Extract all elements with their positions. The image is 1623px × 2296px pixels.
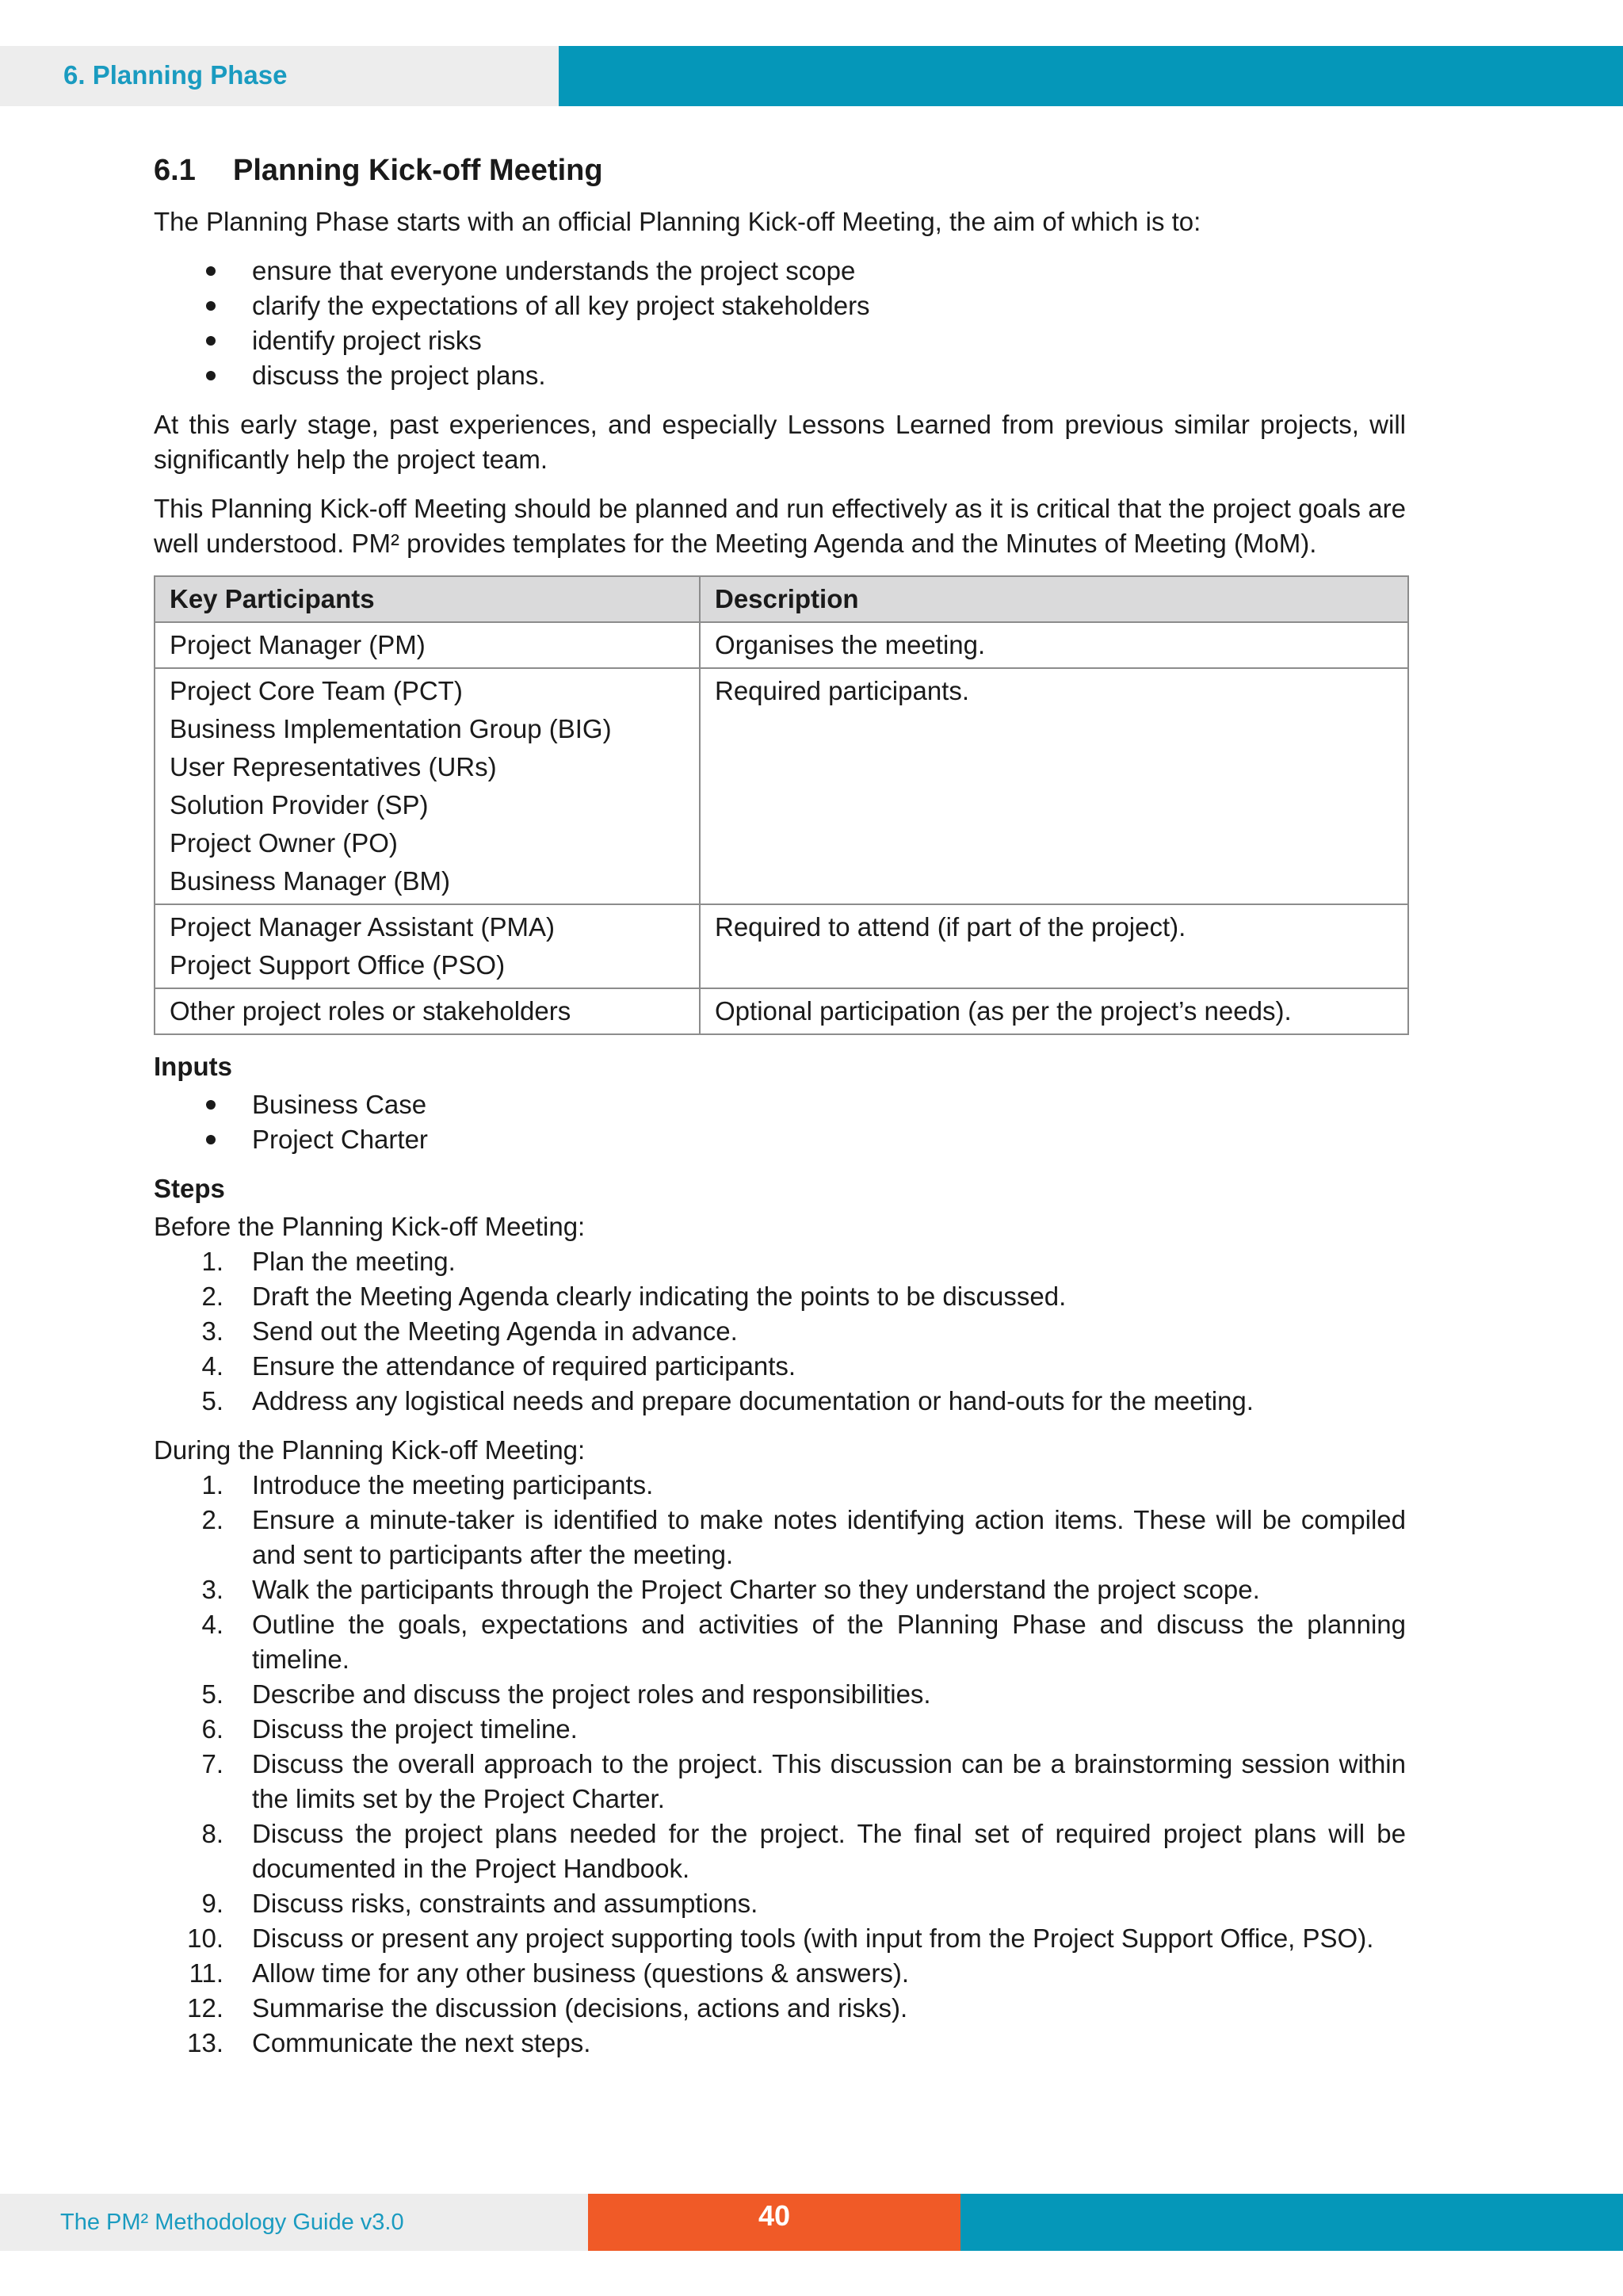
list-item: Business Case bbox=[154, 1087, 1406, 1122]
list-item bbox=[154, 1747, 1406, 1817]
step-number: 12. bbox=[187, 1993, 223, 2023]
step-text: Ensure a minute-taker is identified to make notes identifying action items. These will be compiled and sent to participants after the meeting. bbox=[252, 1505, 1406, 1569]
footer-accent-bar bbox=[960, 2194, 1623, 2251]
step-text: Allow time for any other business (questions & answers). bbox=[252, 1958, 910, 1988]
list-item bbox=[154, 1886, 1406, 1921]
step-text: Ensure the attendance of required participants. bbox=[252, 1351, 796, 1381]
column-header-description: Description bbox=[700, 576, 1408, 622]
step-text: Send out the Meeting Agenda in advance. bbox=[252, 1316, 738, 1346]
list-item bbox=[154, 2026, 1406, 2061]
participant-role: User Representatives (URs) bbox=[170, 752, 497, 781]
inputs-list bbox=[154, 1087, 1406, 1157]
list-item bbox=[154, 1712, 1406, 1747]
table-row bbox=[155, 668, 1408, 904]
list-item bbox=[154, 1279, 1406, 1314]
chapter-title: 6. Planning Phase bbox=[63, 60, 288, 90]
table-header-row bbox=[155, 576, 1408, 622]
during-steps-list bbox=[154, 1468, 1406, 2061]
step-number: 1. bbox=[201, 1470, 223, 1499]
step-number: 2. bbox=[201, 1282, 223, 1311]
page-content bbox=[154, 143, 1406, 2075]
step-text: Draft the Meeting Agenda clearly indicating the points to be discussed. bbox=[252, 1282, 1067, 1311]
step-text: Describe and discuss the project roles and responsibilities. bbox=[252, 1679, 931, 1709]
step-text: Introduce the meeting participants. bbox=[252, 1470, 654, 1499]
step-text: Discuss the project timeline. bbox=[252, 1714, 578, 1744]
step-text: Walk the participants through the Project Charter so they understand the project scope. bbox=[252, 1575, 1260, 1604]
list-item bbox=[154, 1607, 1406, 1677]
section-heading bbox=[154, 151, 1406, 190]
step-text: Communicate the next steps. bbox=[252, 2028, 591, 2057]
list-item bbox=[154, 1991, 1406, 2026]
table-row bbox=[155, 622, 1408, 668]
section-title: Planning Kick-off Meeting bbox=[233, 154, 603, 187]
list-item bbox=[154, 1817, 1406, 1886]
step-text: Discuss risks, constraints and assumptions. bbox=[252, 1889, 758, 1918]
participants-cell bbox=[155, 904, 700, 988]
description-cell: Required participants. bbox=[700, 668, 1408, 904]
step-text: Summarise the discussion (decisions, actions and risks). bbox=[252, 1993, 908, 2023]
list-item bbox=[154, 1349, 1406, 1384]
steps-label: Steps bbox=[154, 1174, 225, 1203]
participant-role: Business Manager (BM) bbox=[170, 866, 450, 896]
participants-table bbox=[154, 575, 1409, 1035]
step-number: 9. bbox=[201, 1889, 223, 1918]
participant-role: Project Support Office (PSO) bbox=[170, 950, 506, 980]
during-label: During the Planning Kick-off Meeting: bbox=[154, 1435, 586, 1465]
templates-paragraph: This Planning Kick-off Meeting should be planned and run effectively as it is critical that the project goals are well understood. PM² provides templates for the Meeting Agenda and the Minutes of Meeting (MoM). bbox=[154, 494, 1406, 558]
header-accent-bar bbox=[559, 46, 1623, 106]
table-row bbox=[155, 904, 1408, 988]
list-item bbox=[154, 1921, 1406, 1956]
step-number: 10. bbox=[187, 1924, 223, 1953]
step-number: 8. bbox=[201, 1819, 223, 1848]
step-text: Plan the meeting. bbox=[252, 1247, 456, 1276]
before-label: Before the Planning Kick-off Meeting: bbox=[154, 1212, 586, 1241]
step-text: Discuss the overall approach to the project. This discussion can be a brainstorming session within the limits set by the Project Charter. bbox=[252, 1749, 1406, 1813]
list-item: ensure that everyone understands the project scope bbox=[154, 254, 1406, 288]
description-cell: Optional participation (as per the project’s needs). bbox=[700, 988, 1408, 1034]
page-number: 40 bbox=[588, 2194, 960, 2251]
participants-cell bbox=[155, 622, 700, 668]
list-item bbox=[154, 1468, 1406, 1503]
step-number: 3. bbox=[201, 1575, 223, 1604]
column-header-participants: Key Participants bbox=[155, 576, 700, 622]
step-text: Discuss or present any project supporting tools (with input from the Project Support Office, PSO). bbox=[252, 1924, 1374, 1953]
step-number: 5. bbox=[201, 1679, 223, 1709]
list-item bbox=[154, 1384, 1406, 1419]
step-text: Discuss the project plans needed for the project. The final set of required project plans will be documented in the Project Handbook. bbox=[252, 1819, 1406, 1883]
participants-cell bbox=[155, 988, 700, 1034]
before-steps-list bbox=[154, 1244, 1406, 1419]
footer-guide-title: The PM² Methodology Guide v3.0 bbox=[60, 2210, 404, 2235]
step-number: 3. bbox=[201, 1316, 223, 1346]
description-cell: Organises the meeting. bbox=[700, 622, 1408, 668]
list-item bbox=[154, 1503, 1406, 1572]
step-number: 7. bbox=[201, 1749, 223, 1778]
list-item: clarify the expectations of all key project stakeholders bbox=[154, 288, 1406, 323]
table-row bbox=[155, 988, 1408, 1034]
step-number: 5. bbox=[201, 1386, 223, 1415]
intro-paragraph: The Planning Phase starts with an official Planning Kick-off Meeting, the aim of which is to: bbox=[154, 207, 1201, 236]
list-item bbox=[154, 1956, 1406, 1991]
list-item bbox=[154, 1314, 1406, 1349]
section-number: 6.1 bbox=[154, 154, 196, 187]
list-item bbox=[154, 1677, 1406, 1712]
list-item: discuss the project plans. bbox=[154, 358, 1406, 393]
participant-role: Project Manager (PM) bbox=[170, 630, 426, 659]
step-number: 4. bbox=[201, 1610, 223, 1639]
step-text: Outline the goals, expectations and activities of the Planning Phase and discuss the planning timeline. bbox=[252, 1610, 1406, 1674]
step-text: Address any logistical needs and prepare documentation or hand-outs for the meeting. bbox=[252, 1386, 1254, 1415]
participants-cell bbox=[155, 668, 700, 904]
participant-role: Project Manager Assistant (PMA) bbox=[170, 912, 556, 942]
step-number: 2. bbox=[201, 1505, 223, 1534]
step-number: 4. bbox=[201, 1351, 223, 1381]
step-number: 11. bbox=[189, 1958, 223, 1988]
participant-role: Project Core Team (PCT) bbox=[170, 676, 463, 705]
list-item bbox=[154, 1572, 1406, 1607]
list-item bbox=[154, 1244, 1406, 1279]
step-number: 13. bbox=[187, 2028, 223, 2057]
description-cell: Required to attend (if part of the project). bbox=[700, 904, 1408, 988]
inputs-label: Inputs bbox=[154, 1052, 232, 1081]
participant-role: Solution Provider (SP) bbox=[170, 790, 429, 819]
lessons-paragraph: At this early stage, past experiences, and especially Lessons Learned from previous similar projects, will significantly help the project team. bbox=[154, 410, 1406, 474]
step-number: 6. bbox=[201, 1714, 223, 1744]
step-number: 1. bbox=[201, 1247, 223, 1276]
aims-list bbox=[154, 254, 1406, 393]
participant-role: Other project roles or stakeholders bbox=[170, 996, 571, 1026]
participant-role: Project Owner (PO) bbox=[170, 828, 398, 858]
list-item: Project Charter bbox=[154, 1122, 1406, 1157]
list-item: identify project risks bbox=[154, 323, 1406, 358]
participant-role: Business Implementation Group (BIG) bbox=[170, 714, 612, 743]
